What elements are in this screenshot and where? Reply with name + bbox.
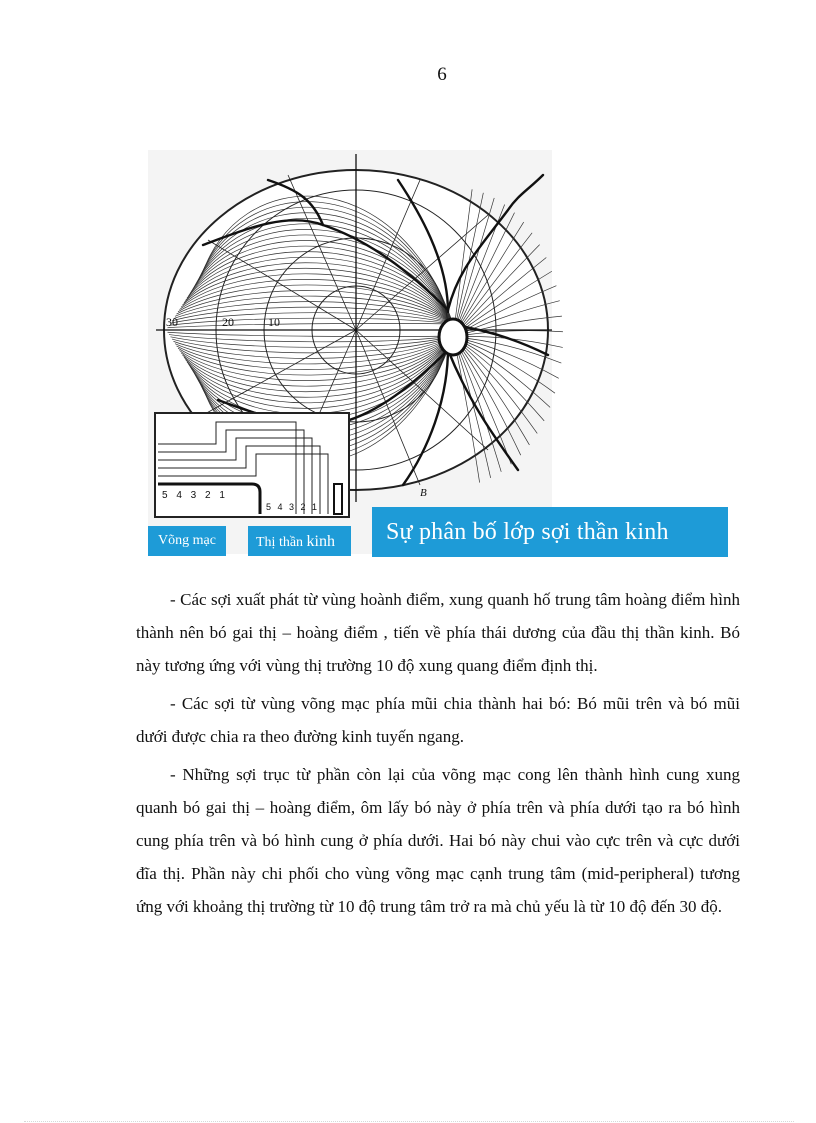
axis-label-20: 20 — [222, 315, 234, 329]
paragraph-macular-bundle: - Các sợi xuất phát từ vùng hoành điểm, xung quanh hố trung tâm hoàng điểm hình thành nên bó gai thị – hoàng điểm , tiến về phía thái dương của đầu thị thần kinh. Bó này tương ứng với vùng thị trường 10 độ xung quang điểm định thị. — [136, 590, 740, 675]
inset-labels-bottom: 5 4 3 2 1 — [266, 502, 320, 512]
bottom-divider — [24, 1121, 794, 1122]
paragraph-arcuate-bundles: - Những sợi trục từ phần còn lại của võng mạc cong lên thành hình cung xung quanh bó gai thị – hoàng điểm, ôm lấy bó này ở phía trên và phía dưới tạo ra bó hình cung phía trên và bó hình cung ở phía dưới. Hai bó này chui vào cực trên và cực dưới đĩa thị. Phần này chi phối cho vùng võng mạc cạnh trung tâm (mid-peripheral) tương ứng với khoảng thị trường từ 10 độ trung tâm trở ra mà chủ yếu là từ 10 độ đến 30 độ. — [136, 765, 740, 916]
caption-figure-title: Sự phân bố lớp sợi thần kinh — [372, 507, 728, 557]
corner-letter: B — [420, 487, 427, 499]
caption-retina: Võng mạc — [148, 526, 226, 556]
paragraph-nasal-bundles: - Các sợi từ vùng võng mạc phía mũi chia thành hai bó: Bó mũi trên và bó mũi dưới được chia ra theo đường kinh tuyến ngang. — [136, 694, 740, 746]
axis-label-10: 10 — [268, 315, 280, 329]
axis-label-30: 30 — [166, 315, 178, 329]
retina-fiber-figure — [148, 150, 669, 562]
caption-nerve-word: kinh — [306, 533, 335, 550]
fiber-layer-inset — [154, 412, 350, 518]
optic-disc — [439, 319, 467, 355]
caption-optic-nerve — [248, 526, 351, 556]
inset-disc-edge — [334, 484, 342, 514]
caption-nerve-prefix: Thị thần — [256, 535, 307, 550]
page-number: 6 — [437, 64, 447, 85]
body-text — [136, 583, 740, 928]
inset-labels-left: 5 4 3 2 1 — [162, 490, 228, 501]
inset-diagram — [156, 414, 348, 516]
